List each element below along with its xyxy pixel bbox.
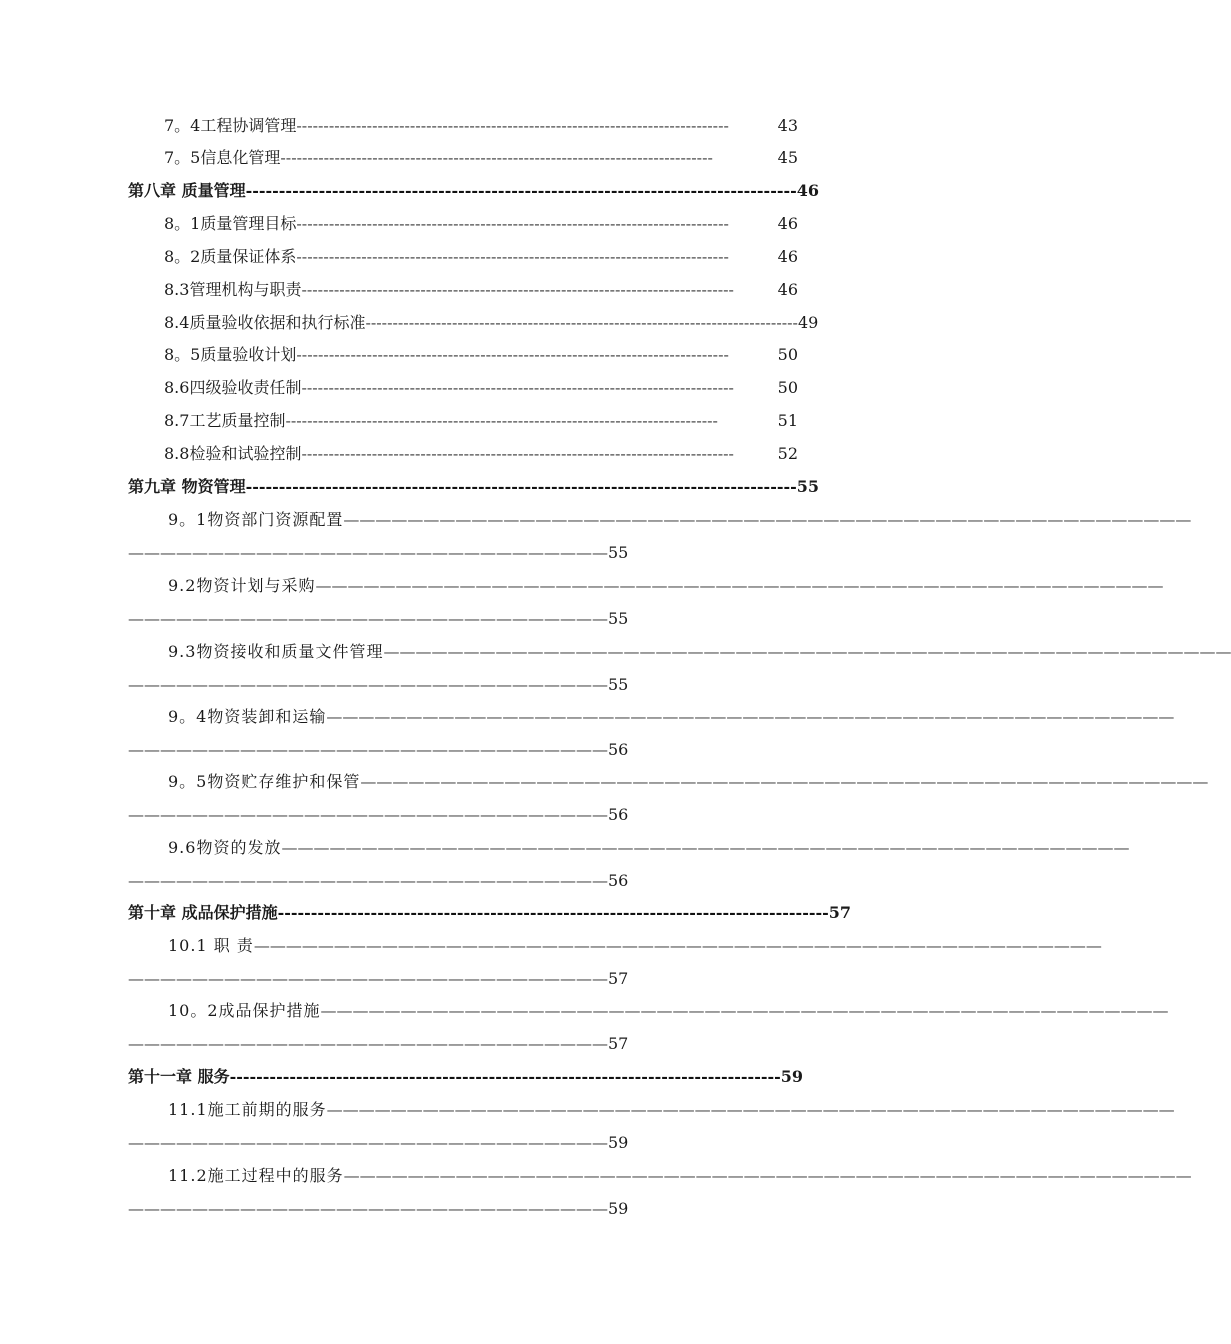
toc-leader: ----------------------------------------------------------------------------------- [245,181,797,200]
toc-leader: -------------------------------------------------------------------------------- [296,214,729,233]
toc-entry-line-1 [168,936,1102,956]
toc-leader: —————————————————————————————— [128,740,608,759]
toc-leader: —————————————————————————————— [128,871,608,890]
toc-page-number: 56 [608,871,629,890]
toc-leader: -------------------------------------------------------------------------------- [296,247,729,266]
toc-entry-line-1 [168,1100,1175,1120]
toc-entry-title: 7。5信息化管理 [164,148,281,167]
toc-entry-line-1 [168,838,1130,858]
toc-entry-title: 8。2质量保证体系 [164,247,297,266]
toc-entry-title: 10。2成品保护措施 [168,1001,321,1020]
toc-page-number: 57 [608,969,629,988]
toc-page-number: 55 [608,543,629,562]
toc-leader: ————————————————————————————————————————————————————— [343,510,1192,529]
toc-entry-title: 第九章 物资管理 [128,477,246,496]
toc-entry-line-2 [128,675,629,695]
toc-page-number: 46 [777,247,798,266]
toc-chapter-entry [128,181,820,201]
toc-section-entry [164,116,798,136]
toc-page-number: 55 [796,477,820,496]
toc-entry-title: 11.1施工前期的服务 [168,1100,327,1119]
toc-entry-line-2 [128,543,629,563]
toc-entry-line-2 [128,740,629,760]
toc-entry-line-2 [128,871,629,891]
toc-entry-line-1 [168,642,1231,662]
toc-page-number: 46 [777,214,798,233]
toc-leader: -------------------------------------------------------------------------------- [365,313,798,332]
toc-page-number: 50 [777,345,798,364]
toc-entry-title: 8.7工艺质量控制 [164,411,286,430]
toc-leader: -------------------------------------------------------------------------------- [301,444,734,463]
toc-leader: —————————————————————————————— [128,805,608,824]
toc-leader: —————————————————————————————— [128,1034,608,1053]
toc-leader: ————————————————————————————————————————————————————— [320,1001,1169,1020]
toc-section-entry [164,411,798,431]
toc-entry-title: 8.3管理机构与职责 [164,280,302,299]
toc-chapter-entry [128,1067,804,1087]
toc-leader: -------------------------------------------------------------------------------- [301,378,734,397]
toc-chapter-entry [128,903,852,923]
toc-section-entry [164,313,819,333]
toc-entry-line-1 [168,1001,1169,1021]
toc-entry-title: 第十一章 服务 [128,1067,230,1086]
toc-page-number: 59 [780,1067,804,1086]
toc-entry-line-2 [128,805,629,825]
toc-page-number: 59 [608,1199,629,1218]
toc-page-number: 46 [796,181,820,200]
toc-entry-title: 9。5物资贮存维护和保管 [168,772,361,791]
toc-entry-title: 8.8检验和试验控制 [164,444,302,463]
toc-leader: —————————————————————————————— [128,675,608,694]
toc-entry-line-1 [168,707,1175,727]
toc-page-number: 56 [608,740,629,759]
toc-section-entry [164,444,798,464]
toc-leader: -------------------------------------------------------------------------------- [280,148,713,167]
toc-leader: ————————————————————————————————————————————————————— [343,1166,1192,1185]
toc-page-number: 43 [777,116,798,135]
toc-leader: ————————————————————————————————————————————————————— [360,772,1209,791]
toc-leader: —————————————————————————————— [128,543,608,562]
toc-leader: ----------------------------------------------------------------------------------- [277,903,829,922]
toc-section-entry [164,378,798,398]
toc-section-entry [164,247,798,267]
toc-leader: -------------------------------------------------------------------------------- [296,345,729,364]
toc-entry-line-1 [168,576,1164,596]
toc-entry-title: 10.1 职 责 [168,936,254,955]
toc-entry-title: 9.6物资的发放 [168,838,282,857]
toc-leader: ————————————————————————————————————————————————————— [315,576,1164,595]
toc-entry-title: 8.4质量验收依据和执行标准 [164,313,366,332]
toc-page-number: 49 [797,313,819,332]
toc-page-number: 52 [777,444,798,463]
toc-entry-title: 9。4物资装卸和运输 [168,707,327,726]
toc-entry-title: 11.2施工过程中的服务 [168,1166,344,1185]
toc-entry-line-2 [128,969,629,989]
toc-entry-line-1 [168,510,1192,530]
toc-page-number: 57 [828,903,852,922]
toc-leader: ----------------------------------------------------------------------------------- [229,1067,781,1086]
toc-leader: ————————————————————————————————————————————————————— [281,838,1130,857]
toc-entry-line-1 [168,772,1209,792]
toc-entry-title: 9.3物资接收和质量文件管理 [168,642,384,661]
toc-section-entry [164,214,798,234]
toc-entry-title: 8.6四级验收责任制 [164,378,302,397]
toc-entry-line-2 [128,1133,629,1153]
toc-entry-title: 8。1质量管理目标 [164,214,297,233]
toc-leader: ----------------------------------------------------------------------------------- [245,477,797,496]
toc-page-number: 57 [608,1034,629,1053]
toc-page-number: 51 [777,411,798,430]
toc-page-number: 55 [608,609,629,628]
toc-leader: ————————————————————————————————————————————————————— [253,936,1102,955]
toc-page-number: 55 [608,675,629,694]
toc-section-entry [164,280,798,300]
toc-entry-line-2 [128,609,629,629]
toc-entry-title: 9。1物资部门资源配置 [168,510,344,529]
toc-leader: ————————————————————————————————————————————————————— [383,642,1231,661]
toc-page-number: 59 [608,1133,629,1152]
toc-entry-title: 第十章 成品保护措施 [128,903,278,922]
toc-leader: ————————————————————————————————————————————————————— [326,1100,1175,1119]
toc-page-number: 50 [777,378,798,397]
toc-section-entry [164,148,798,168]
toc-section-entry [164,345,798,365]
toc-page-number: 56 [608,805,629,824]
toc-leader: -------------------------------------------------------------------------------- [296,116,729,135]
toc-entry-line-2 [128,1034,629,1054]
toc-leader: —————————————————————————————— [128,1133,608,1152]
toc-leader: -------------------------------------------------------------------------------- [301,280,734,299]
toc-chapter-entry [128,477,820,497]
toc-entry-line-1 [168,1166,1192,1186]
toc-entry-title: 8。5质量验收计划 [164,345,297,364]
toc-page-number: 45 [777,148,798,167]
toc-entry-title: 9.2物资计划与采购 [168,576,316,595]
toc-leader: —————————————————————————————— [128,609,608,628]
toc-leader: —————————————————————————————— [128,969,608,988]
toc-page-number: 46 [777,280,798,299]
toc-leader: -------------------------------------------------------------------------------- [285,411,718,430]
toc-leader: —————————————————————————————— [128,1199,608,1218]
toc-leader: ————————————————————————————————————————————————————— [326,707,1175,726]
toc-entry-title: 7。4工程协调管理 [164,116,297,135]
toc-entry-title: 第八章 质量管理 [128,181,246,200]
toc-entry-line-2 [128,1199,629,1219]
